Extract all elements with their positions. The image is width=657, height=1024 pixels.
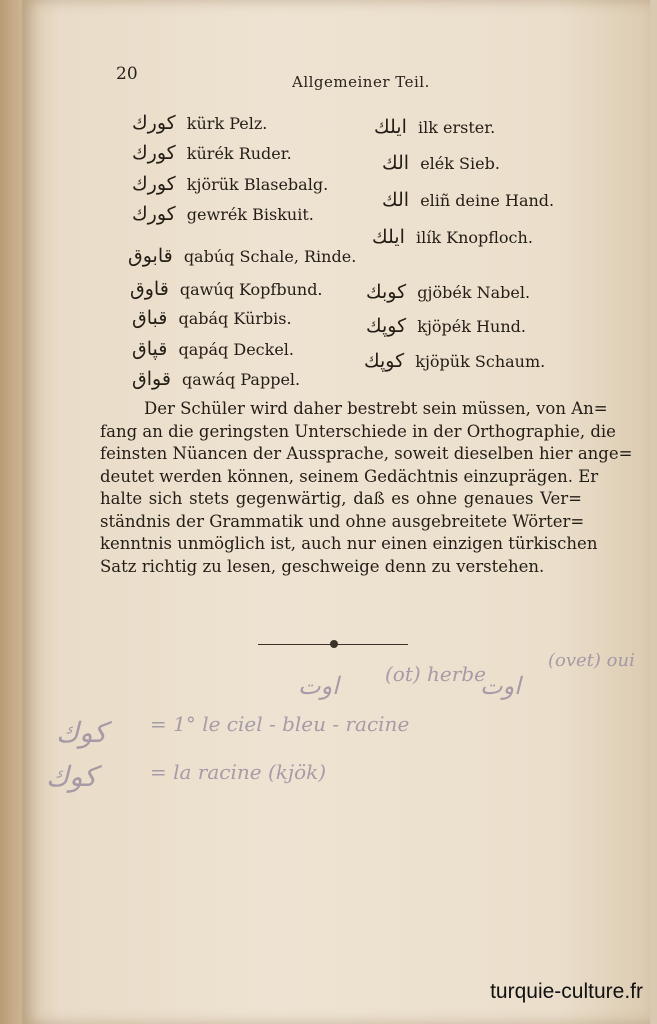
latin-word: kürk bbox=[186, 114, 225, 133]
word-entry bbox=[132, 142, 292, 164]
german-word: Pelz. bbox=[229, 114, 268, 133]
latin-word: gewrék bbox=[186, 205, 248, 224]
german-word: Pappel. bbox=[240, 370, 301, 389]
latin-word: qawáq bbox=[182, 370, 236, 389]
latin-word: qawúq bbox=[179, 280, 234, 299]
paragraph-line: kenntnis unmöglich ist, auch nur einen einzigen türkischen bbox=[100, 534, 598, 553]
arabic-word: کوپك bbox=[366, 315, 407, 337]
latin-word: eliñ bbox=[420, 191, 451, 210]
pencil-note: = 1° le ciel - bleu - racine bbox=[150, 712, 410, 736]
pencil-note: کوك bbox=[56, 716, 107, 749]
paragraph-line: fang an die geringsten Unterschiede in der Orthographie, die bbox=[100, 421, 616, 441]
word-entry bbox=[364, 350, 545, 372]
arabic-word: قباق bbox=[132, 307, 168, 329]
latin-word: qapáq bbox=[178, 340, 229, 359]
site-watermark: turquie-culture.fr bbox=[490, 980, 643, 1003]
running-title: Allgemeiner Teil. bbox=[292, 73, 430, 91]
pencil-note: اوت bbox=[480, 672, 521, 700]
german-word: Hund. bbox=[476, 317, 526, 336]
word-entry bbox=[130, 278, 323, 300]
word-entry bbox=[132, 173, 328, 195]
german-word: Schale, Rinde. bbox=[239, 247, 357, 266]
arabic-word: کوبك bbox=[366, 281, 407, 303]
german-word: Nabel. bbox=[476, 283, 531, 302]
arabic-word: قابوق bbox=[128, 245, 173, 267]
word-entry bbox=[128, 245, 356, 267]
latin-word: kürék bbox=[186, 144, 234, 163]
arabic-word: قپاق bbox=[132, 338, 168, 360]
german-word: Sieb. bbox=[459, 154, 500, 173]
word-entry bbox=[132, 203, 314, 225]
divider-ornament bbox=[330, 640, 338, 648]
latin-word: elék bbox=[420, 154, 454, 173]
arabic-word: کورك bbox=[132, 112, 176, 134]
latin-word: ilk bbox=[417, 118, 438, 137]
paragraph-line: halte sich stets gegenwärtig, daß es ohne genaues Ver= bbox=[100, 489, 582, 508]
german-word: erster. bbox=[443, 118, 496, 137]
arabic-word: کورك bbox=[132, 203, 176, 225]
german-word: Blasebalg. bbox=[243, 175, 329, 194]
book-gutter bbox=[0, 0, 22, 1024]
page-number: 20 bbox=[116, 64, 138, 84]
word-entry bbox=[382, 152, 500, 174]
arabic-word: کورك bbox=[132, 142, 176, 164]
german-word: Deckel. bbox=[233, 340, 294, 359]
paragraph-line: feinsten Nüancen der Aussprache, soweit dieselben hier ange= bbox=[100, 444, 633, 463]
paragraph-line: deutet werden können, seinem Gedächtnis einzuprägen. Er bbox=[100, 466, 599, 486]
latin-word: kjöpék bbox=[417, 317, 471, 336]
latin-word: kjöpük bbox=[415, 352, 470, 371]
latin-word: qabúq bbox=[183, 247, 235, 266]
word-entry bbox=[366, 281, 530, 303]
latin-word: qabáq bbox=[178, 309, 229, 328]
arabic-word: ايلك bbox=[374, 116, 407, 138]
word-entry bbox=[132, 338, 294, 360]
arabic-word: کوپك bbox=[364, 350, 405, 372]
arabic-word: الك bbox=[382, 189, 410, 211]
word-entry bbox=[132, 112, 267, 134]
paragraph-line: Satz richtig zu lesen, geschweige denn zu verstehen. bbox=[100, 556, 545, 576]
word-entry bbox=[372, 226, 533, 248]
latin-word: gjöbék bbox=[417, 283, 472, 302]
pencil-note: (ot) herbe bbox=[385, 662, 486, 686]
german-word: Kürbis. bbox=[233, 309, 292, 328]
pencil-note: کوك bbox=[46, 760, 97, 793]
word-entry bbox=[382, 189, 554, 211]
word-entry bbox=[366, 315, 526, 337]
german-word: Knopfloch. bbox=[446, 228, 533, 247]
word-entry bbox=[132, 307, 292, 329]
german-word: Kopfbund. bbox=[239, 280, 323, 299]
arabic-word: ايلك bbox=[372, 226, 405, 248]
pencil-note: اوت bbox=[298, 672, 339, 700]
pencil-note: (ovet) oui bbox=[548, 650, 635, 671]
arabic-word: کورك bbox=[132, 173, 176, 195]
arabic-word: الك bbox=[382, 152, 410, 174]
german-word: Ruder. bbox=[238, 144, 292, 163]
body-paragraph bbox=[100, 398, 633, 578]
arabic-word: قاوق bbox=[130, 278, 169, 300]
paragraph-line: Der Schüler wird daher bestrebt sein müssen, von An= bbox=[144, 399, 608, 418]
latin-word: ilík bbox=[415, 228, 442, 247]
german-word: deine Hand. bbox=[455, 191, 555, 210]
german-word: Biskuit. bbox=[252, 205, 314, 224]
german-word: Schaum. bbox=[474, 352, 546, 371]
paragraph-line: ständnis der Grammatik und ohne ausgebreitete Wörter= bbox=[100, 511, 585, 531]
pencil-note: = la racine (kjök) bbox=[150, 760, 327, 784]
arabic-word: قواق bbox=[132, 368, 171, 390]
word-entry bbox=[374, 116, 495, 138]
word-entry bbox=[132, 368, 300, 390]
latin-word: kjörük bbox=[186, 175, 239, 194]
